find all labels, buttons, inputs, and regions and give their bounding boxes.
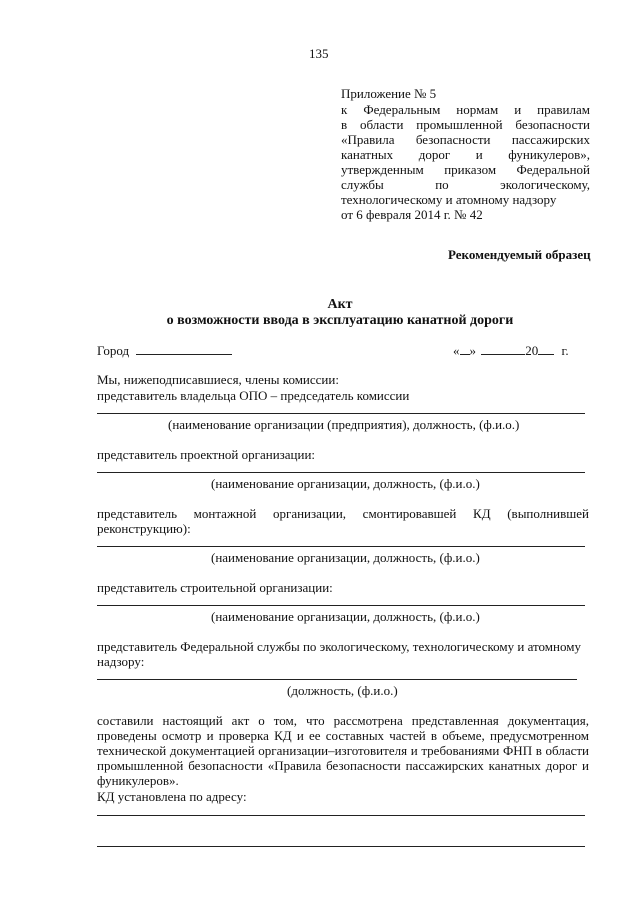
appendix-line: от 6 февраля 2014 г. № 42 xyxy=(341,207,483,222)
day-blank[interactable] xyxy=(460,342,470,355)
address-label: КД установлена по адресу: xyxy=(97,789,247,804)
rep-federal-label: надзору: xyxy=(97,654,145,669)
body-line: проведены осмотр и проверка КД и ее составных частей в объеме, предусмотренном xyxy=(97,728,589,743)
month-blank[interactable] xyxy=(481,342,525,355)
date-field xyxy=(453,342,569,359)
intro-line: Мы, нижеподписавшиеся, члены комиссии: xyxy=(97,372,339,387)
city-label: Город xyxy=(97,343,130,358)
city-field xyxy=(97,342,232,359)
rep-federal-label: представитель Федеральной службы по экологическому, технологическому и атомному xyxy=(97,639,581,654)
appendix-line: «Правила безопасности пассажирских xyxy=(341,132,590,147)
caption: (наименование организации, должность, (ф.и.о.) xyxy=(211,550,480,565)
rep-build-label: представитель строительной организации: xyxy=(97,580,333,595)
date-quote-close: » xyxy=(469,343,476,358)
appendix-line: службы по экологическому, xyxy=(341,177,590,192)
caption: (наименование организации, должность, (ф.и.о.) xyxy=(211,609,480,624)
rep-mount-label: представитель монтажной организации, смонтировавшей КД (выполнившей xyxy=(97,506,589,521)
fill-line[interactable] xyxy=(97,472,585,473)
fill-line[interactable] xyxy=(97,846,585,847)
appendix-line: к Федеральным нормам и правилам xyxy=(341,102,590,117)
caption: (должность, (ф.и.о.) xyxy=(287,683,398,698)
appendix-line: в области промышленной безопасности xyxy=(341,117,590,132)
caption: (наименование организации (предприятия), должность, (ф.и.о.) xyxy=(168,417,520,432)
page-number: 135 xyxy=(309,46,329,61)
fill-line[interactable] xyxy=(97,679,577,680)
body-line: промышленной безопасности «Правила безопасности пассажирских канатных дорог и xyxy=(97,758,589,773)
recommended-sample-label: Рекомендуемый образец xyxy=(448,247,591,262)
year-suffix: г. xyxy=(561,343,569,358)
rep-project-label: представитель проектной организации: xyxy=(97,447,316,462)
fill-line[interactable] xyxy=(97,815,585,816)
act-title: Акт xyxy=(327,297,353,312)
intro-line: представитель владельца ОПО – председатель комиссии xyxy=(97,388,410,403)
year-prefix: 20 xyxy=(525,343,539,358)
appendix-line: канатных дорог и фуникулеров», xyxy=(341,147,590,162)
body-line: фуникулеров». xyxy=(97,773,179,788)
body-line: составили настоящий акт о том, что рассмотрена представленная документация, xyxy=(97,713,589,728)
appendix-line: утвержденным приказом Федеральной xyxy=(341,162,590,177)
caption: (наименование организации, должность, (ф.и.о.) xyxy=(211,476,480,491)
city-blank[interactable] xyxy=(136,342,232,355)
year-blank[interactable] xyxy=(538,342,554,355)
fill-line[interactable] xyxy=(97,605,585,606)
fill-line[interactable] xyxy=(97,413,585,414)
appendix-title: Приложение № 5 xyxy=(341,86,437,101)
rep-mount-label: реконструкцию): xyxy=(97,521,191,536)
act-subtitle: о возможности ввода в эксплуатацию канатной дороги xyxy=(166,313,514,328)
date-quote-open: « xyxy=(453,343,460,358)
body-line: технической документацией организации–изготовителя и требованиями ФНП в области xyxy=(97,743,589,758)
fill-line[interactable] xyxy=(97,546,585,547)
appendix-line: технологическому и атомному надзору xyxy=(341,192,557,207)
